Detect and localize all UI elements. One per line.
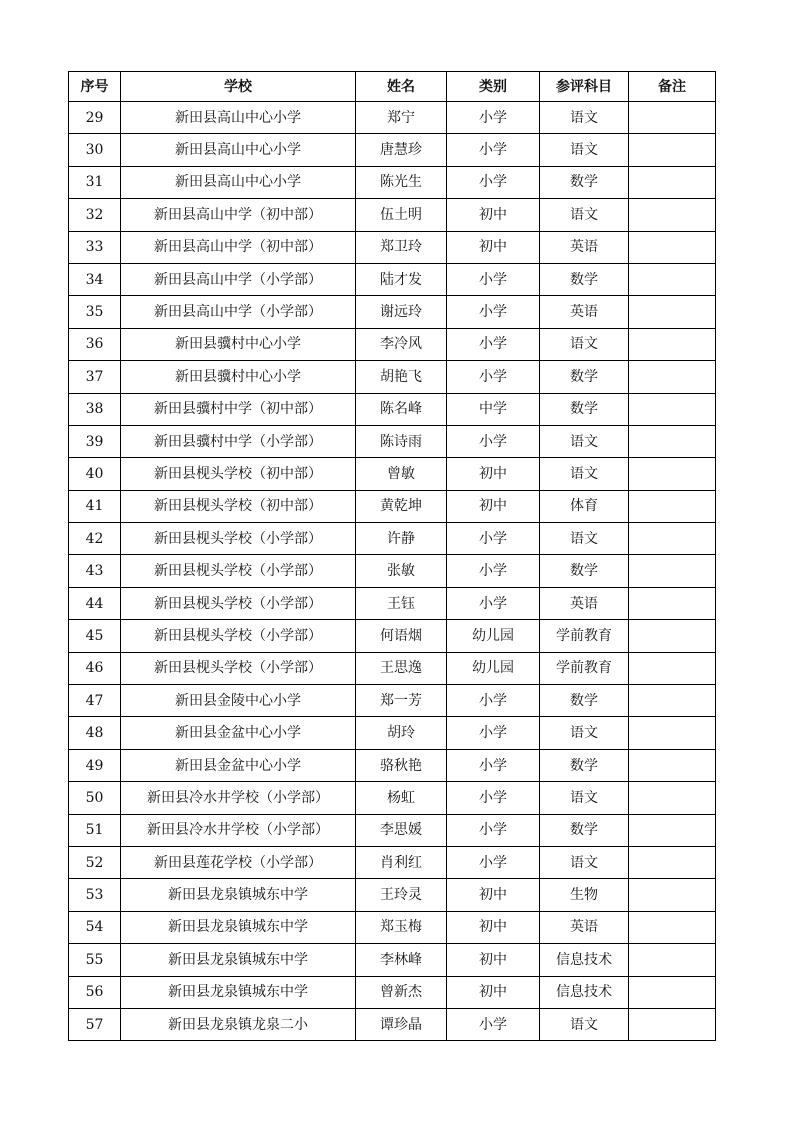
cell-subject: 数学 (540, 749, 629, 781)
table-row (69, 749, 716, 781)
cell-school: 新田县龙泉镇城东中学 (121, 976, 356, 1008)
cell-subject: 语文 (540, 1008, 629, 1040)
cell-note (629, 587, 716, 619)
table-row (69, 102, 716, 134)
table-row (69, 587, 716, 619)
table-row (69, 555, 716, 587)
cell-type: 小学 (447, 685, 540, 717)
cell-name: 李思媛 (356, 814, 447, 846)
cell-school: 新田县冷水井学校（小学部） (121, 782, 356, 814)
cell-subject: 体育 (540, 490, 629, 522)
cell-school: 新田县龙泉镇城东中学 (121, 944, 356, 976)
cell-no: 31 (69, 166, 121, 198)
table-row (69, 944, 716, 976)
cell-note (629, 231, 716, 263)
cell-type: 小学 (447, 263, 540, 295)
cell-note (629, 555, 716, 587)
cell-subject: 英语 (540, 231, 629, 263)
cell-note (629, 296, 716, 328)
cell-note (629, 458, 716, 490)
cell-name: 张敏 (356, 555, 447, 587)
cell-name: 曾敏 (356, 458, 447, 490)
cell-note (629, 328, 716, 360)
cell-subject: 数学 (540, 555, 629, 587)
cell-no: 45 (69, 620, 121, 652)
table-row (69, 814, 716, 846)
cell-subject: 英语 (540, 296, 629, 328)
cell-subject: 数学 (540, 393, 629, 425)
cell-no: 54 (69, 911, 121, 943)
cell-school: 新田县冷水井学校（小学部） (121, 814, 356, 846)
cell-note (629, 425, 716, 457)
cell-note (629, 199, 716, 231)
cell-name: 郑一芳 (356, 685, 447, 717)
cell-type: 小学 (447, 587, 540, 619)
cell-school: 新田县骥村中学（初中部） (121, 393, 356, 425)
cell-name: 陆才发 (356, 263, 447, 295)
cell-no: 39 (69, 425, 121, 457)
cell-type: 小学 (447, 814, 540, 846)
cell-no: 55 (69, 944, 121, 976)
cell-note (629, 134, 716, 166)
cell-no: 49 (69, 749, 121, 781)
cell-note (629, 263, 716, 295)
cell-no: 48 (69, 717, 121, 749)
cell-name: 郑卫玲 (356, 231, 447, 263)
cell-type: 幼儿园 (447, 620, 540, 652)
cell-type: 幼儿园 (447, 652, 540, 684)
cell-school: 新田县龙泉镇龙泉二小 (121, 1008, 356, 1040)
cell-type: 小学 (447, 555, 540, 587)
cell-type: 小学 (447, 425, 540, 457)
cell-subject: 语文 (540, 458, 629, 490)
cell-no: 40 (69, 458, 121, 490)
cell-school: 新田县高山中心小学 (121, 166, 356, 198)
cell-subject: 生物 (540, 879, 629, 911)
cell-subject: 数学 (540, 361, 629, 393)
table-body (69, 102, 716, 1041)
cell-note (629, 523, 716, 555)
table-row (69, 199, 716, 231)
cell-note (629, 685, 716, 717)
cell-subject: 语文 (540, 523, 629, 555)
cell-no: 38 (69, 393, 121, 425)
cell-no: 36 (69, 328, 121, 360)
cell-subject: 英语 (540, 911, 629, 943)
cell-no: 46 (69, 652, 121, 684)
cell-note (629, 166, 716, 198)
cell-note (629, 1008, 716, 1040)
cell-name: 李冷风 (356, 328, 447, 360)
cell-name: 王钰 (356, 587, 447, 619)
cell-school: 新田县莲花学校（小学部） (121, 846, 356, 878)
cell-note (629, 944, 716, 976)
cell-name: 黄乾坤 (356, 490, 447, 522)
cell-school: 新田县高山中学（小学部） (121, 263, 356, 295)
cell-type: 初中 (447, 976, 540, 1008)
cell-school: 新田县枧头学校（小学部） (121, 587, 356, 619)
table-row (69, 231, 716, 263)
cell-school: 新田县枧头学校（小学部） (121, 652, 356, 684)
cell-note (629, 976, 716, 1008)
cell-type: 初中 (447, 199, 540, 231)
cell-name: 曾新杰 (356, 976, 447, 1008)
cell-subject: 数学 (540, 166, 629, 198)
cell-note (629, 652, 716, 684)
cell-school: 新田县高山中心小学 (121, 102, 356, 134)
cell-name: 王玲灵 (356, 879, 447, 911)
cell-no: 37 (69, 361, 121, 393)
cell-name: 胡玲 (356, 717, 447, 749)
table-row (69, 425, 716, 457)
cell-school: 新田县龙泉镇城东中学 (121, 879, 356, 911)
cell-subject: 学前教育 (540, 652, 629, 684)
cell-type: 小学 (447, 296, 540, 328)
table-row (69, 393, 716, 425)
cell-type: 小学 (447, 749, 540, 781)
cell-type: 初中 (447, 879, 540, 911)
cell-no: 53 (69, 879, 121, 911)
table-row (69, 685, 716, 717)
cell-subject: 语文 (540, 102, 629, 134)
cell-name: 许静 (356, 523, 447, 555)
table-row (69, 361, 716, 393)
cell-type: 小学 (447, 846, 540, 878)
cell-name: 陈光生 (356, 166, 447, 198)
cell-school: 新田县骥村中学（小学部） (121, 425, 356, 457)
cell-note (629, 490, 716, 522)
header-no: 序号 (69, 72, 121, 102)
cell-name: 唐慧珍 (356, 134, 447, 166)
cell-type: 小学 (447, 134, 540, 166)
cell-school: 新田县枧头学校（小学部） (121, 523, 356, 555)
cell-school: 新田县骥村中心小学 (121, 328, 356, 360)
cell-no: 32 (69, 199, 121, 231)
table-row (69, 296, 716, 328)
table-row (69, 523, 716, 555)
cell-name: 肖利红 (356, 846, 447, 878)
table-row (69, 652, 716, 684)
cell-school: 新田县枧头学校（初中部） (121, 458, 356, 490)
table-header (69, 72, 716, 102)
cell-no: 47 (69, 685, 121, 717)
cell-note (629, 361, 716, 393)
cell-subject: 语文 (540, 328, 629, 360)
cell-subject: 数学 (540, 685, 629, 717)
cell-subject: 语文 (540, 134, 629, 166)
cell-name: 胡艳飞 (356, 361, 447, 393)
cell-type: 中学 (447, 393, 540, 425)
cell-no: 57 (69, 1008, 121, 1040)
header-note: 备注 (629, 72, 716, 102)
cell-note (629, 102, 716, 134)
cell-type: 小学 (447, 1008, 540, 1040)
cell-type: 小学 (447, 102, 540, 134)
cell-no: 35 (69, 296, 121, 328)
cell-subject: 语文 (540, 782, 629, 814)
cell-school: 新田县枧头学校（小学部） (121, 620, 356, 652)
cell-name: 王思逸 (356, 652, 447, 684)
table-row (69, 846, 716, 878)
cell-no: 56 (69, 976, 121, 1008)
cell-subject: 语文 (540, 846, 629, 878)
cell-note (629, 620, 716, 652)
cell-no: 52 (69, 846, 121, 878)
cell-no: 30 (69, 134, 121, 166)
cell-school: 新田县高山中学（初中部） (121, 199, 356, 231)
cell-no: 41 (69, 490, 121, 522)
cell-subject: 信息技术 (540, 944, 629, 976)
cell-note (629, 814, 716, 846)
cell-subject: 学前教育 (540, 620, 629, 652)
table-row (69, 782, 716, 814)
cell-subject: 语文 (540, 717, 629, 749)
cell-name: 骆秋艳 (356, 749, 447, 781)
header-row (69, 72, 716, 102)
cell-subject: 信息技术 (540, 976, 629, 1008)
cell-name: 郑宁 (356, 102, 447, 134)
table-row (69, 263, 716, 295)
cell-note (629, 717, 716, 749)
cell-note (629, 911, 716, 943)
cell-type: 小学 (447, 717, 540, 749)
cell-name: 杨虹 (356, 782, 447, 814)
cell-type: 初中 (447, 911, 540, 943)
cell-subject: 数学 (540, 263, 629, 295)
table-row (69, 166, 716, 198)
cell-type: 初中 (447, 231, 540, 263)
table-row (69, 717, 716, 749)
cell-subject: 英语 (540, 587, 629, 619)
cell-name: 郑玉梅 (356, 911, 447, 943)
table-row (69, 911, 716, 943)
cell-type: 小学 (447, 328, 540, 360)
cell-no: 51 (69, 814, 121, 846)
cell-school: 新田县高山中学（小学部） (121, 296, 356, 328)
cell-no: 42 (69, 523, 121, 555)
cell-no: 50 (69, 782, 121, 814)
roster-table (68, 71, 716, 1041)
cell-school: 新田县金盆中心小学 (121, 717, 356, 749)
cell-school: 新田县高山中学（初中部） (121, 231, 356, 263)
cell-note (629, 782, 716, 814)
table-row (69, 458, 716, 490)
table-row (69, 134, 716, 166)
cell-subject: 语文 (540, 199, 629, 231)
table-row (69, 1008, 716, 1040)
header-type: 类别 (447, 72, 540, 102)
cell-name: 何语烟 (356, 620, 447, 652)
cell-name: 陈诗雨 (356, 425, 447, 457)
table-row (69, 328, 716, 360)
cell-school: 新田县骥村中心小学 (121, 361, 356, 393)
table-row (69, 490, 716, 522)
cell-type: 小学 (447, 523, 540, 555)
cell-no: 33 (69, 231, 121, 263)
cell-name: 伍土明 (356, 199, 447, 231)
cell-no: 29 (69, 102, 121, 134)
cell-school: 新田县龙泉镇城东中学 (121, 911, 356, 943)
cell-type: 小学 (447, 782, 540, 814)
cell-type: 小学 (447, 361, 540, 393)
cell-subject: 数学 (540, 814, 629, 846)
cell-note (629, 846, 716, 878)
cell-note (629, 879, 716, 911)
table-row (69, 620, 716, 652)
cell-name: 谢远玲 (356, 296, 447, 328)
cell-no: 43 (69, 555, 121, 587)
cell-school: 新田县金陵中心小学 (121, 685, 356, 717)
cell-school: 新田县高山中心小学 (121, 134, 356, 166)
cell-type: 小学 (447, 166, 540, 198)
cell-school: 新田县枧头学校（小学部） (121, 555, 356, 587)
cell-name: 陈名峰 (356, 393, 447, 425)
cell-school: 新田县枧头学校（初中部） (121, 490, 356, 522)
table-row (69, 976, 716, 1008)
cell-name: 李林峰 (356, 944, 447, 976)
cell-name: 谭珍晶 (356, 1008, 447, 1040)
cell-no: 34 (69, 263, 121, 295)
cell-note (629, 749, 716, 781)
cell-type: 初中 (447, 490, 540, 522)
cell-type: 初中 (447, 944, 540, 976)
header-school: 学校 (121, 72, 356, 102)
header-subject: 参评科目 (540, 72, 629, 102)
cell-no: 44 (69, 587, 121, 619)
roster-sheet (68, 71, 715, 1041)
cell-note (629, 393, 716, 425)
header-name: 姓名 (356, 72, 447, 102)
table-row (69, 879, 716, 911)
cell-school: 新田县金盆中心小学 (121, 749, 356, 781)
cell-subject: 语文 (540, 425, 629, 457)
cell-type: 初中 (447, 458, 540, 490)
